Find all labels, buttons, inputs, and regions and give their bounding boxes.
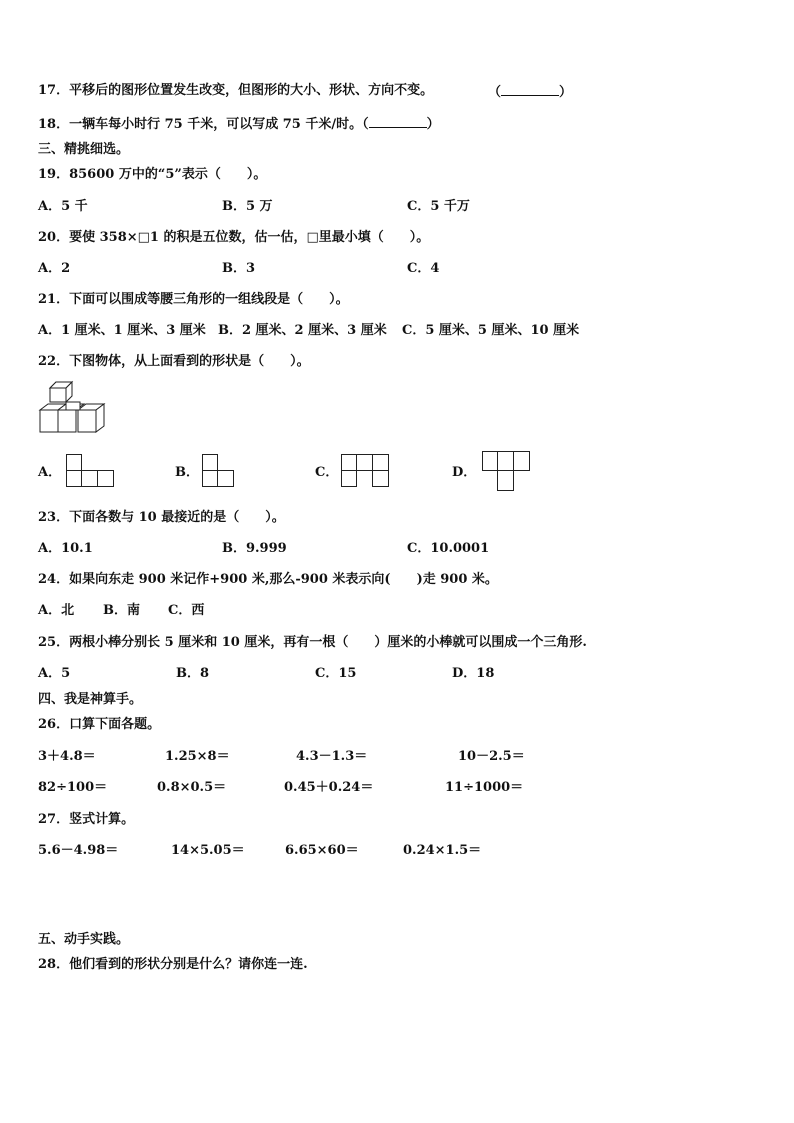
- section-4-heading: 四、我是神算手。: [38, 692, 143, 707]
- calc-item: 10－2.5＝: [458, 749, 525, 764]
- question-26: 26．口算下面各题。: [38, 717, 161, 732]
- calc-item: 82÷100＝: [38, 780, 108, 795]
- calc-item: 3＋4.8＝: [38, 749, 96, 764]
- question-27: 27．竖式计算。: [38, 812, 135, 827]
- q20-option-b[interactable]: B．3: [222, 261, 256, 276]
- question-19: 19．85600 万中的“5”表示（ ）。: [38, 167, 267, 182]
- question-25: 25．两根小棒分别长 5 厘米和 10 厘米，再有一根（ ）厘米的小棒就可以围成一个三角形.: [38, 635, 587, 650]
- q25-option-b[interactable]: B．8: [176, 666, 210, 681]
- calc-item: 11÷1000＝: [445, 780, 524, 795]
- question-24: 24．如果向东走 900 米记作+900 米,那么-900 米表示向( )走 900 米。: [38, 572, 498, 587]
- q22-option-d-shape: [482, 451, 530, 491]
- q24-option-b[interactable]: B．南: [103, 603, 140, 618]
- vertical-calc-item: 0.24×1.5＝: [403, 843, 482, 858]
- q22-option-c-shape: [341, 454, 389, 487]
- q20-option-a[interactable]: A．2: [38, 261, 71, 276]
- q25-option-c[interactable]: C．15: [315, 666, 357, 681]
- q24-option-c[interactable]: C．西: [168, 603, 205, 618]
- q24-option-a[interactable]: A．北: [38, 603, 75, 618]
- q21-option-a[interactable]: A．1 厘米、1 厘米、3 厘米: [38, 323, 206, 338]
- q19-option-c[interactable]: C．5 千万: [407, 199, 470, 214]
- calc-item: 0.45＋0.24＝: [284, 780, 374, 795]
- q19-option-a[interactable]: A．5 千: [38, 199, 88, 214]
- vertical-calc-item: 14×5.05＝: [171, 843, 245, 858]
- section-3-heading: 三、精挑细选。: [38, 142, 130, 157]
- question-28: 28．他们看到的形状分别是什么？请你连一连.: [38, 957, 308, 972]
- question-20: 20．要使 358×□1 的积是五位数，估一估，□里最小填（ ）。: [38, 230, 430, 245]
- q21-option-b[interactable]: B．2 厘米、2 厘米、3 厘米: [218, 323, 387, 338]
- q22-option-a[interactable]: A．: [38, 465, 62, 480]
- question-22: 22．下图物体，从上面看到的形状是（ ）。: [38, 354, 310, 369]
- q23-option-b[interactable]: B．9.999: [222, 541, 287, 556]
- q25-option-a[interactable]: A．5: [38, 666, 71, 681]
- calc-item: 0.8×0.5＝: [157, 780, 227, 795]
- q23-option-c[interactable]: C．10.0001: [407, 541, 490, 556]
- answer-blank-18[interactable]: [369, 115, 427, 128]
- q22-option-d[interactable]: D．: [452, 465, 477, 480]
- question-17: 17．平移后的图形位置发生改变，但图形的大小、形状、方向不变。: [38, 83, 434, 98]
- cube-stack-figure: [38, 380, 110, 436]
- q19-option-b[interactable]: B．5 万: [222, 199, 273, 214]
- q22-option-b[interactable]: B．: [175, 465, 199, 480]
- q22-option-b-shape: [202, 454, 234, 487]
- answer-blank-17[interactable]: （ ）: [488, 85, 573, 100]
- vertical-calc-item: 6.65×60＝: [285, 843, 359, 858]
- q25-option-d[interactable]: D．18: [452, 666, 495, 681]
- question-23: 23．下面各数与 10 最接近的是（ ）。: [38, 510, 285, 525]
- vertical-calc-item: 5.6－4.98＝: [38, 843, 119, 858]
- q21-option-c[interactable]: C．5 厘米、5 厘米、10 厘米: [402, 323, 580, 338]
- q20-option-c[interactable]: C．4: [407, 261, 440, 276]
- question-18: 18．一辆车每小时行 75 千米，可以写成 75 千米/时。（ ）: [38, 117, 440, 132]
- section-5-heading: 五、动手实践。: [38, 932, 130, 947]
- q23-option-a[interactable]: A．10.1: [38, 541, 93, 556]
- q22-option-a-shape: [66, 454, 114, 487]
- question-21: 21．下面可以围成等腰三角形的一组线段是（ ）。: [38, 292, 349, 307]
- q22-option-c[interactable]: C．: [315, 465, 339, 480]
- calc-item: 1.25×8＝: [165, 749, 230, 764]
- calc-item: 4.3－1.3＝: [296, 749, 368, 764]
